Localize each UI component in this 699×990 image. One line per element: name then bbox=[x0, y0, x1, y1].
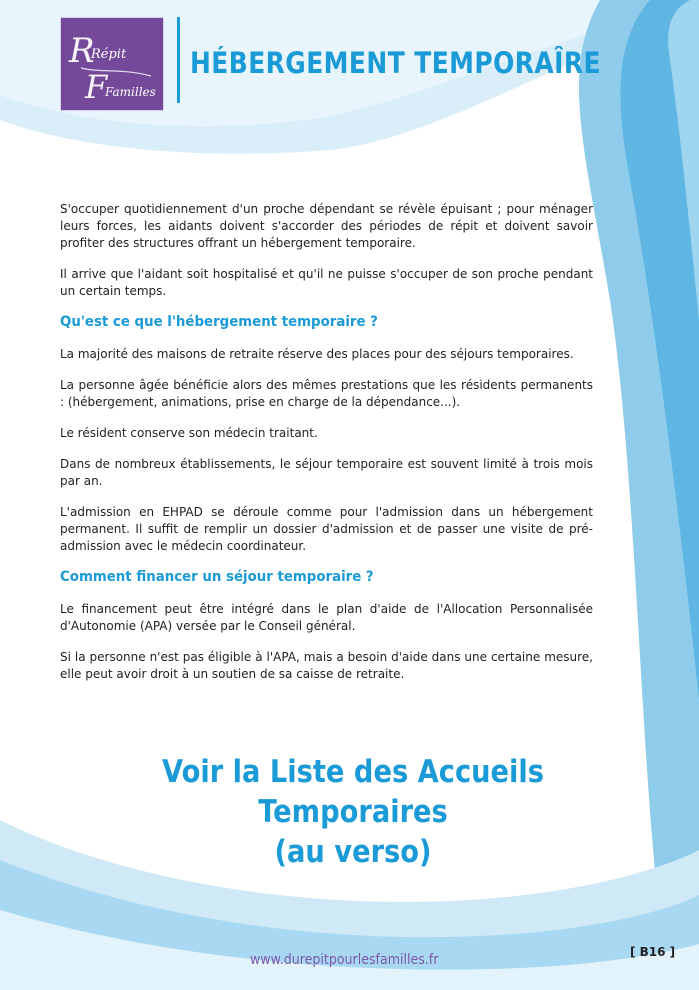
svg-text:R: R bbox=[69, 31, 95, 71]
paragraph: Si la personne n'est pas éligible à l'APA, mais a besoin d'aide dans une certaine mesure, elle peut avoir droit à un soutien de sa caisse de retraite. bbox=[60, 650, 593, 681]
section-heading: Qu'est ce que l'hébergement temporaire ? bbox=[60, 314, 378, 330]
page-title: HÉBERGEMENT TEMPORAÎRE bbox=[190, 46, 601, 80]
call-to-action bbox=[95, 752, 611, 872]
main-content bbox=[60, 201, 593, 697]
paragraph: La personne âgée bénéficie alors des mêmes prestations que les résidents permanents : (hébergement, animations, prise en charge de la dépendance...). bbox=[60, 378, 593, 409]
title-divider bbox=[177, 17, 180, 103]
cta-line-2: (au verso) bbox=[274, 834, 432, 870]
svg-text:Familles: Familles bbox=[105, 85, 156, 99]
page-number: [ B16 ] bbox=[630, 945, 676, 959]
paragraph: Le financement peut être intégré dans le plan d'aide de l'Allocation Personnalisée d'Autonomie (APA) versée par le Conseil général. bbox=[60, 602, 593, 633]
logo bbox=[60, 17, 164, 111]
svg-text:F: F bbox=[85, 68, 108, 106]
logo-graphic bbox=[61, 18, 163, 110]
section-heading: Comment financer un séjour temporaire ? bbox=[60, 569, 374, 585]
paragraph: S'occuper quotidiennement d'un proche dépendant se révèle épuisant ; pour ménager leurs forces, les aidants doivent s'accorder des périodes de répit et doivent savoir profiter des structures offrant un hébergement temporaire. bbox=[60, 202, 593, 250]
paragraph: Dans de nombreux établissements, le séjour temporaire est souvent limité à trois mois par an. bbox=[60, 457, 593, 488]
cta-line-1: Voir la Liste des Accueils Temporaires bbox=[161, 754, 545, 830]
paragraph: Le résident conserve son médecin traitant. bbox=[60, 426, 318, 440]
svg-text:Répit: Répit bbox=[91, 47, 127, 62]
paragraph: L'admission en EHPAD se déroule comme pour l'admission dans un hébergement permanent. Il suffit de remplir un dossier d'admission et de passer une visite de pré-admission avec le médecin coordinateur. bbox=[60, 505, 593, 553]
paragraph: Il arrive que l'aidant soit hospitalisé et qu'il ne puisse s'occuper de son proche pendant un certain temps. bbox=[60, 267, 593, 298]
website-link[interactable]: www.durepitpourlesfamilles.fr bbox=[250, 952, 439, 968]
paragraph: La majorité des maisons de retraite réserve des places pour des séjours temporaires. bbox=[60, 347, 574, 361]
